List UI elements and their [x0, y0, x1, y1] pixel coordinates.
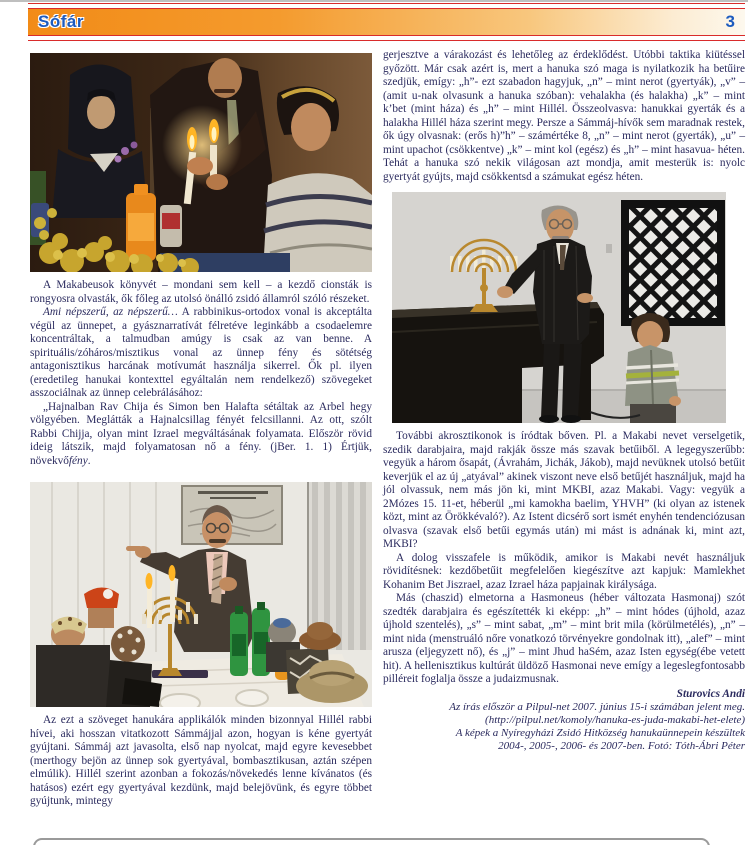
photo-candle-lighting-art — [30, 53, 372, 272]
page-top-edge — [0, 0, 748, 2]
paragraph-chaszid: Más (chaszid) elmetorna a Hasmoneus (héber változata Hasmonaj) szót szedték darabjaira és egészítették ki eképp: „h” – mint hódes (újhold, azaz újhold szentelés), „s” – mint sabat, „m” – mint brit mila (körülmetélés), „n” – mint nida (menstruáló nőre vonatkozó törvényekre gondolnak itt), „alef” – mint arusza (eljegyzett nő), és „j” – mint Jhud haSém, azaz Isten egység(ébe vetett hit). A hellenisztikus kultúrát üldöző Hasmonai neve emígy a legeslegfontosabb pilléreit foglalja össze a judaizmusnak. — [383, 592, 745, 685]
paragraph-nepszeru-rest: A rabbinikus-ortodox vonal is akceptálta végül az ünnepet, a gyásznarratívát félretéve leginkább a csodaelemre koncentráltak, a talmudban amúgy is csak az van benne. A spirituális/zóháros/misztikus vonal az ünnep fény és sötétség antagonisztikus harcának motívumát használja sikerrel. Ők pl. ilyen (eredetileg hanukai kontexttel egyáltalán nem rendelkező) szövegeket asszociálnak az ünnep celebrálásához: — [30, 306, 372, 399]
quote-text: „Hajnalban Rav Chija és Simon ben Halafta sétáltak az Arbel hegy völgyében. Meglátták a Hajnalcsillag fényét felcsillanni. Az ott, szólt Rabbi Chijja, olyan mint Izrael megváltásának folyamata. Először rövid ideig látszik, majd folyamatosan nő a fény. (jBer. 1. 1) Értjük, növekvő — [30, 400, 372, 467]
photo-candle-lighting — [30, 53, 372, 272]
paragraph-visszafele: A dolog visszafele is működik, amikor is Makabi nevét használjuk rövidítésnek: kezdőbetűit megfelelően kiegészítve azt kapjuk: Mamlekhet Kohanim Bet Jiszrael, azaz Izrael háza papjainak királysága. — [383, 551, 745, 591]
credit-line-4: 2004-, 2005-, 2006- és 2007-ben. Fotó: Tóth-Ábri Péter — [498, 740, 745, 752]
page-header — [28, 3, 745, 41]
credit-line-2: (http://pilpul.net/komoly/hanuka-es-juda-makabi-het-elete) — [485, 714, 745, 726]
italic-lead: Ami népszerű, az népszerű… — [43, 306, 178, 318]
next-section-box-edge — [33, 838, 710, 845]
photo-menorah-piano-art — [392, 192, 726, 423]
left-text-block-2 — [30, 714, 372, 809]
right-column — [383, 49, 745, 753]
header-bar — [28, 9, 745, 35]
sentence-end: . — [87, 454, 91, 467]
italic-feny: fény — [68, 454, 88, 467]
left-column — [30, 53, 372, 809]
photo-menorah-piano — [392, 192, 745, 423]
paragraph-hillel-sammaj: Az ezt a szöveget hanukára applikálók minden bizonnyal Hillél rabbi hívei, aki hosszan vitatkozott Sámmájjal azon, hogyan is kéne gyertyát gyújtani. Sámmáj azt javasolta, első nap nyolcat, majd egyre kevesebbet (merthogy bejön az ünnep sok gyertyával, bombasztikusan, aztán szépen elmúlik). Hillél szerint azonban a fokozás/növekedés lenne kívánatos (és hatásos) ezért egy gyertyával kezdünk, majd belejövünk, és egyre többet gyújtunk, mintegy — [30, 714, 372, 807]
right-text-block — [383, 430, 745, 687]
paragraph-nepszeru — [30, 306, 372, 401]
credit-line-1: Az írás először a Pilpul-net 2007. június 15-i számában jelent meg. — [449, 701, 745, 713]
credit-line-3: A képek a Nyíregyházi Zsidó Hitközség hanukaünnepein készültek — [455, 727, 745, 739]
paragraph-makabeusok: A Makabeusok könyvét – mondani sem kell – a kezdő cionsták is rongyosra olvasták, ők főleg az utolsó önálló zsidó államról szóló részeket. — [30, 279, 372, 305]
paragraph-akrosztikonok: További akrosztikonok is íródtak bőven. Pl. a Makabi nevet verselgetik, szedik darabjaira, majd rakják össze más szavak betűiből. A legegyszerűbb: vegyük a három ősapát, (Ávrahám, Jichák, Jákob), majd nevüknek utolsó betűit keverjük el az új „atyával” akinek viszont neve első betűjét használjuk, majd ha jól olvassuk, nem más jön ki, mint MKBI, azaz Makabi. Vagy: vegyük a 2Mózes 15. 11-et, héberül „mi kamokha baelim, YHVH” (ki olyan az istenek közt, mint az Örökkévaló?). Az Istent dicsérő sort ismét enyhén tendenciózusan olvasva (szavak első betűi egymás után) mi mást is adnának ki, mint azt, MKBI? — [383, 430, 745, 550]
magazine-title: Sófár — [38, 12, 84, 31]
header-bottom-rule — [28, 35, 745, 41]
paragraph-hanuka-betuk: gerjesztve a várakozást és lehetőleg az érdeklődést. Utóbbi taktika kiütéssel győzött. Már csak azért is, mert a hanuka szó maga is nyilatkozik ha betűire szedjük, emígy: „h”- ezt szabadon hagyjuk, „n” – mint nerot (gyertyák), „v” – (amit u-nak olvasunk a hanuka szóban): vehalakha (és halakha) „k” – mint k’bet (mint háza) és „h” – mint Hillél. Összeolvasva: hanukkai gyerták és a halakha Hillél háza szerint megy. Persze a Sámmáj-hívők sem maradnak restek, ők úgy olvasnak: (erős h)”h” – számértéke 8, „n” – mint nerot (gyerták), „u” – mint upachot (csökkentve) „k” – mint kol (egész) és „h” – mint hasavua- héten. Tehát a hanuka szó nekik világosan azt mondja, amit mesterük is: nyolc gyertyát gyújts, majd csökkentsd a számukat egész héten. — [383, 49, 745, 183]
paragraph-hajnalban — [30, 401, 372, 469]
article-credits — [383, 701, 745, 753]
left-text-block-1 — [30, 279, 372, 468]
photo-speech-art — [30, 482, 372, 707]
author-byline: Sturovics Andi — [676, 687, 745, 700]
photo-speech — [30, 482, 372, 707]
page-number: 3 — [725, 12, 735, 31]
